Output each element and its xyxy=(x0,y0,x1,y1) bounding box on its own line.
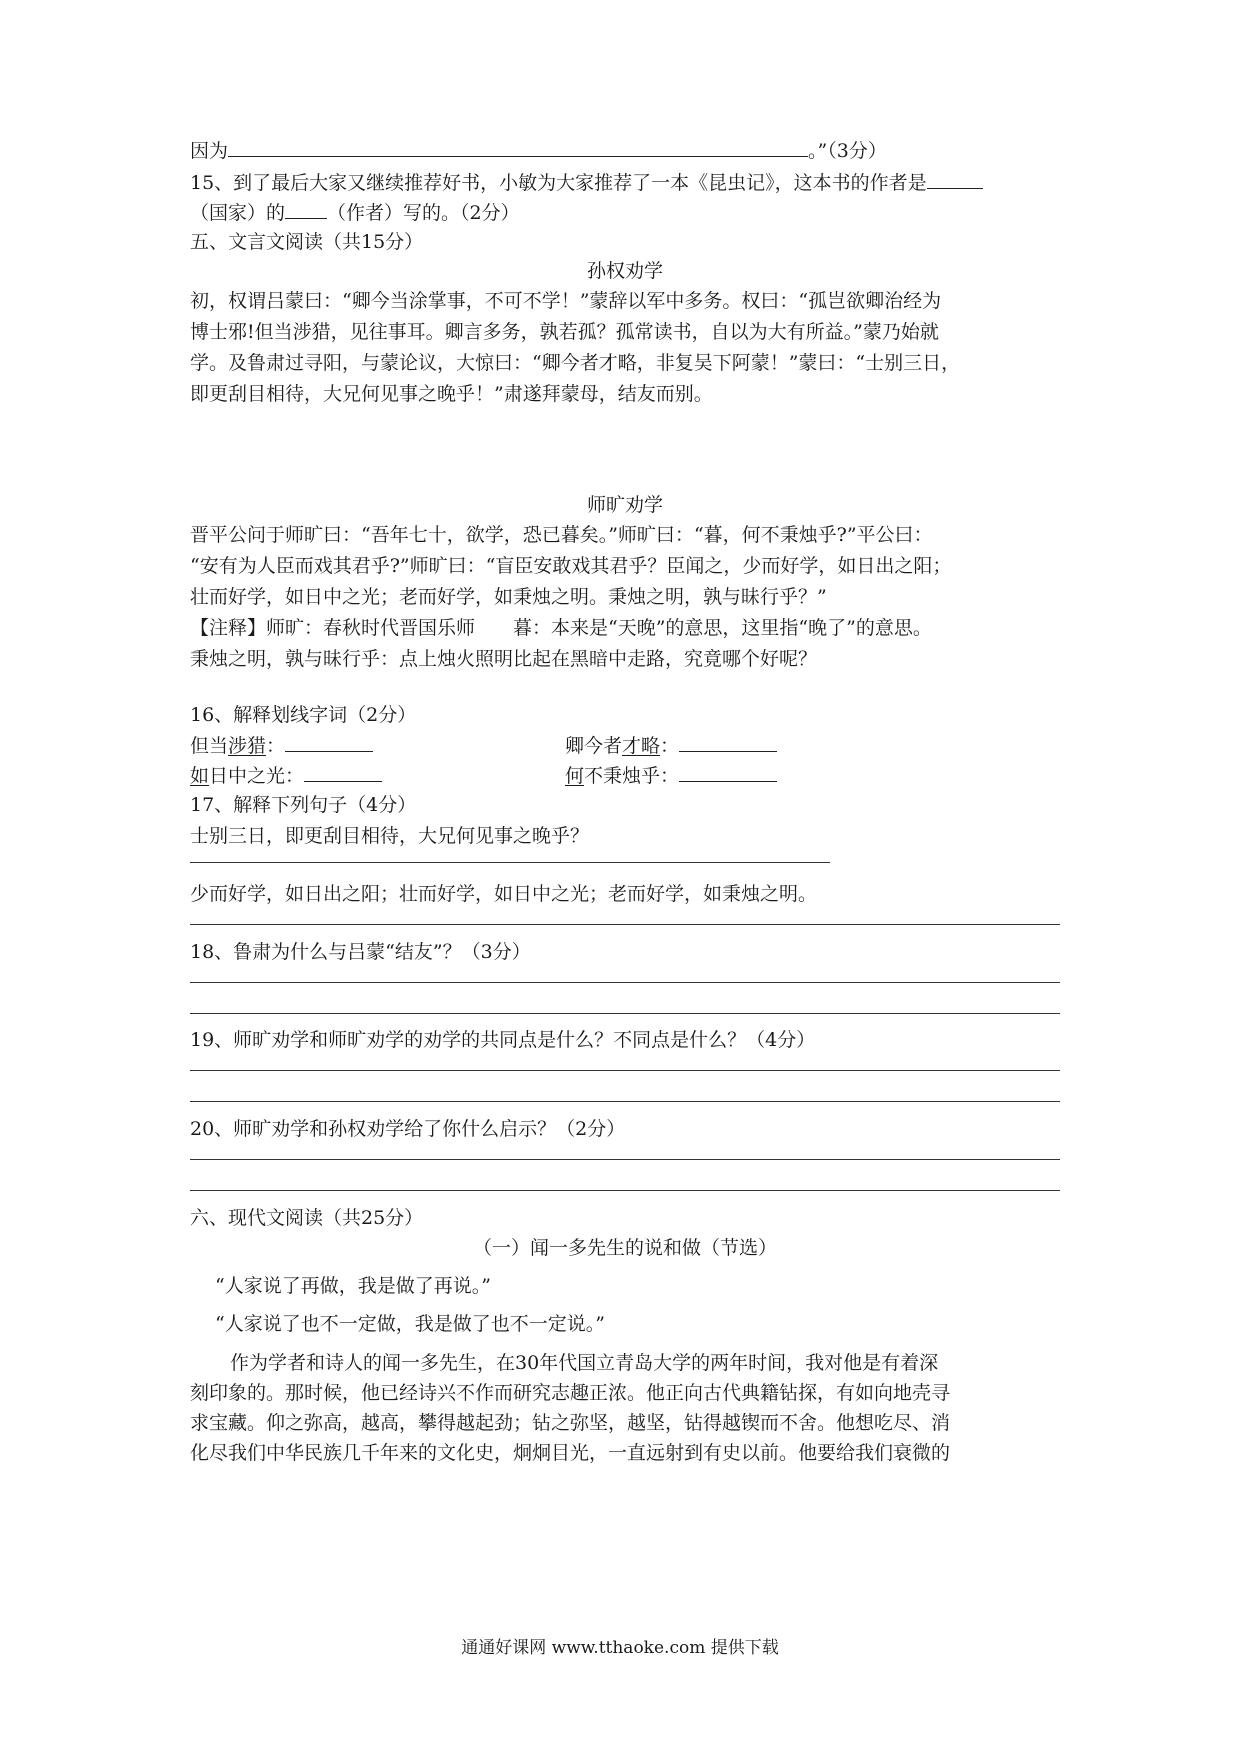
question-15-line-b: （国家）的 （作者）写的。（2分） xyxy=(190,202,520,224)
annotation-line: 【注释】师旷：春秋时代晋国乐师 暮：本来是“天晚”的意思，这里指“晚了”的意思。 xyxy=(190,617,932,639)
question-16-item-d: 何不秉烛乎： xyxy=(565,763,777,788)
question-15-line-a: 15、到了最后大家又继续推荐好书，小敏为大家推荐了一本《昆虫记》，这本书的作者是 xyxy=(190,170,983,195)
annotation-line: 秉烛之明，孰与昧行乎：点上烛火照明比起在黑暗中走路，究竟哪个好呢？ xyxy=(190,648,818,670)
answer-line[interactable] xyxy=(190,1159,1060,1160)
question-16: 16、解释划线字词（2分） xyxy=(190,704,417,726)
answer-line[interactable] xyxy=(190,1070,1060,1071)
section-5-heading: 五、文言文阅读（共15分） xyxy=(190,231,424,253)
answer-blank[interactable] xyxy=(285,200,327,219)
section-6-heading: 六、现代文阅读（共25分） xyxy=(190,1207,424,1229)
passage-2-line: “安有为人臣而戏其君乎?”师旷曰：“盲臣安敢戏其君乎？臣闻之，少而好学，如日出之阳； xyxy=(190,555,952,577)
passage-title-3: （一）闻一多先生的说和做（节选） xyxy=(472,1237,777,1259)
passage-1-line: 初，权谓吕蒙曰：“卿今当涂掌事，不可不学！”蒙辞以军中多务。权曰：“孤岂欲卿治经为 xyxy=(190,290,942,312)
answer-blank[interactable] xyxy=(228,138,808,157)
question-17-sentence-1: 士别三日，即更刮目相待，大兄何见事之晚乎？ xyxy=(190,825,590,847)
passage-title-2: 师旷劝学 xyxy=(586,494,663,516)
modern-passage-line: 化尽我们中华民族几千年来的文化史，炯炯目光，一直远射到有史以前。他要给我们衰微的 xyxy=(190,1442,951,1464)
modern-passage-line: 作为学者和诗人的闻一多先生，在30年代国立青岛大学的两年时间，我对他是有着深 xyxy=(230,1352,939,1374)
quote-line: “人家说了也不一定做，我是做了也不一定说。” xyxy=(215,1313,605,1335)
answer-line[interactable] xyxy=(190,1190,1060,1191)
answer-blank[interactable] xyxy=(679,733,777,752)
answer-blank[interactable] xyxy=(927,170,983,189)
passage-2-line: 晋平公问于师旷曰：“吾年七十，欲学，恐已暮矣。”师旷曰：“暮，何不秉烛乎?”平公曰： xyxy=(190,524,933,546)
passage-2-line: 壮而好学，如日中之光；老而好学，如秉烛之明。秉烛之明，孰与昧行乎？” xyxy=(190,586,827,608)
question-16-item-b: 卿今者才略： xyxy=(565,733,777,758)
passage-1-line: 博士邪!但当涉猎，见往事耳。卿言多务，孰若孤？孤常读书，自以为大有所益。”蒙乃始就 xyxy=(190,321,939,343)
answer-line[interactable] xyxy=(190,982,1060,983)
question-19: 19、师旷劝学和师旷劝学的劝学的共同点是什么？不同点是什么？（4分） xyxy=(190,1029,816,1051)
answer-line[interactable] xyxy=(190,1101,1060,1102)
modern-passage-line: 刻印象的。那时候，他已经诗兴不作而研究志趣正浓。他正向古代典籍钻探，有如向地壳寻 xyxy=(190,1382,951,1404)
question-18: 18、鲁肃为什么与吕蒙“结友”？（3分） xyxy=(190,941,531,963)
quote-line: “人家说了再做，我是做了再说。” xyxy=(215,1275,491,1297)
line-1: 因为 。”（3分） xyxy=(190,140,887,162)
answer-line[interactable] xyxy=(190,862,830,863)
answer-line[interactable] xyxy=(190,1013,1060,1014)
modern-passage-line: 求宝藏。仰之弥高，越高，攀得越起劲；钻之弥坚，越坚，钻得越锲而不舍。他想吃尽、消 xyxy=(190,1412,951,1434)
answer-blank[interactable] xyxy=(285,733,373,752)
question-17: 17、解释下列句子（4分） xyxy=(190,794,417,816)
answer-line[interactable] xyxy=(190,924,1060,925)
question-16-item-a: 但当涉猎： xyxy=(190,733,373,758)
passage-title-1: 孙权劝学 xyxy=(586,260,663,282)
answer-blank[interactable] xyxy=(304,763,382,782)
question-20: 20、师旷劝学和孙权劝学给了你什么启示？（2分） xyxy=(190,1118,626,1140)
question-17-sentence-2: 少而好学，如日出之阳；壮而好学，如日中之光；老而好学，如秉烛之明。 xyxy=(190,883,818,905)
question-16-item-c: 如日中之光： xyxy=(190,763,382,788)
page-footer: 通通好课网 www.tthaoke.com 提供下载 xyxy=(461,1638,779,1658)
answer-blank[interactable] xyxy=(679,763,777,782)
passage-1-line: 即更刮目相待，大兄何见事之晚乎！”肃遂拜蒙母，结友而别。 xyxy=(190,383,713,405)
passage-1-line: 学。及鲁肃过寻阳，与蒙论议，大惊曰：“卿今者才略，非复吴下阿蒙！”蒙曰：“士别三日， xyxy=(190,352,961,374)
